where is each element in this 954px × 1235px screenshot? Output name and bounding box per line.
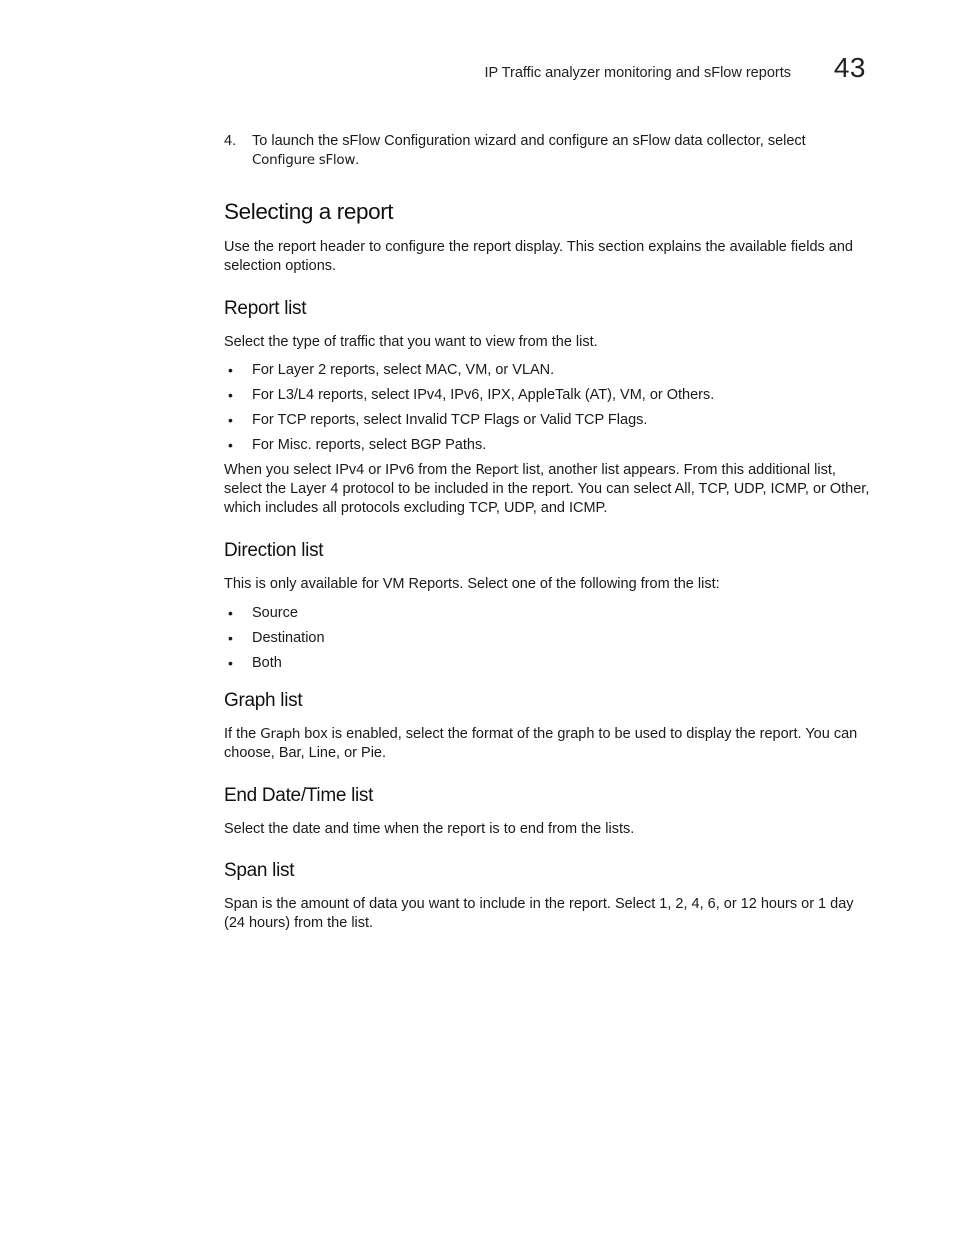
list-item bbox=[224, 361, 872, 380]
list-item bbox=[224, 629, 872, 648]
page-content bbox=[224, 132, 872, 933]
bullet-icon: • bbox=[228, 387, 233, 403]
report-list-bullets bbox=[224, 361, 872, 455]
subheading-graph-list: Graph list bbox=[224, 690, 303, 711]
direction-list-bullets bbox=[224, 604, 872, 673]
section-heading-selecting-report: Selecting a report bbox=[224, 199, 394, 224]
paragraph-text: box is enabled, select the format of the graph to be used to display the report. You can choose, Bar, Line, or Pie. bbox=[224, 726, 858, 761]
subheading-report-list: Report list bbox=[224, 298, 307, 319]
list-item-text: For Misc. reports, select BGP Paths. bbox=[252, 437, 487, 453]
step-end: . bbox=[355, 152, 360, 168]
graph-list-paragraph bbox=[224, 725, 872, 763]
subheading-end-date-time-list: End Date/Time list bbox=[224, 785, 374, 806]
list-item bbox=[224, 386, 872, 405]
list-item bbox=[224, 604, 872, 623]
list-item-text: Both bbox=[252, 655, 282, 671]
bullet-icon: • bbox=[228, 412, 233, 428]
ui-term-configure-sflow: Configure sFlow bbox=[252, 152, 356, 168]
ui-term-report: Report bbox=[475, 462, 519, 478]
bullet-icon: • bbox=[228, 630, 233, 646]
paragraph-text: When you select IPv4 or IPv6 from the bbox=[224, 462, 476, 478]
report-list-paragraph bbox=[224, 461, 872, 518]
paragraph-text: list, another list appears. From this additional list, select the Layer 4 protocol to be included in the report. You can select All, TCP, UDP, ICMP, or Other, which includes all protocols excluding TCP, UDP, and ICMP. bbox=[224, 462, 870, 516]
chapter-number: 43 bbox=[833, 52, 866, 83]
ui-term-graph: Graph bbox=[260, 726, 301, 742]
subheading-direction-list: Direction list bbox=[224, 540, 324, 561]
span-list-paragraph: Span is the amount of data you want to include in the report. Select 1, 2, 4, 6, or 12 hours or 1 day (24 hours) from the list. bbox=[224, 896, 854, 931]
step-number: 4. bbox=[224, 133, 237, 149]
bullet-icon: • bbox=[228, 655, 233, 671]
paragraph-text: If the bbox=[224, 726, 261, 742]
running-header-title: IP Traffic analyzer monitoring and sFlow reports bbox=[484, 65, 791, 81]
list-item bbox=[224, 654, 872, 673]
list-item-text: For Layer 2 reports, select MAC, VM, or VLAN. bbox=[252, 362, 555, 378]
bullet-icon: • bbox=[228, 605, 233, 621]
bullet-icon: • bbox=[228, 362, 233, 378]
report-list-intro: Select the type of traffic that you want to view from the list. bbox=[224, 334, 598, 350]
list-item-text: Destination bbox=[252, 630, 325, 646]
list-item bbox=[224, 411, 872, 430]
list-item-text: For L3/L4 reports, select IPv4, IPv6, IPX, AppleTalk (AT), VM, or Others. bbox=[252, 387, 715, 403]
page-header bbox=[0, 54, 866, 88]
end-date-list-paragraph: Select the date and time when the report is to end from the lists. bbox=[224, 821, 635, 837]
direction-list-intro: This is only available for VM Reports. Select one of the following from the list: bbox=[224, 576, 720, 592]
list-item-text: For TCP reports, select Invalid TCP Flags or Valid TCP Flags. bbox=[252, 412, 648, 428]
step-4 bbox=[224, 132, 872, 170]
bullet-icon: • bbox=[228, 437, 233, 453]
step-text: To launch the sFlow Configuration wizard and configure an sFlow data collector, select bbox=[252, 133, 806, 149]
subheading-span-list: Span list bbox=[224, 860, 295, 881]
list-item bbox=[224, 436, 872, 455]
selecting-report-intro: Use the report header to configure the report display. This section explains the available fields and selection options. bbox=[224, 239, 853, 274]
list-item-text: Source bbox=[252, 605, 298, 621]
